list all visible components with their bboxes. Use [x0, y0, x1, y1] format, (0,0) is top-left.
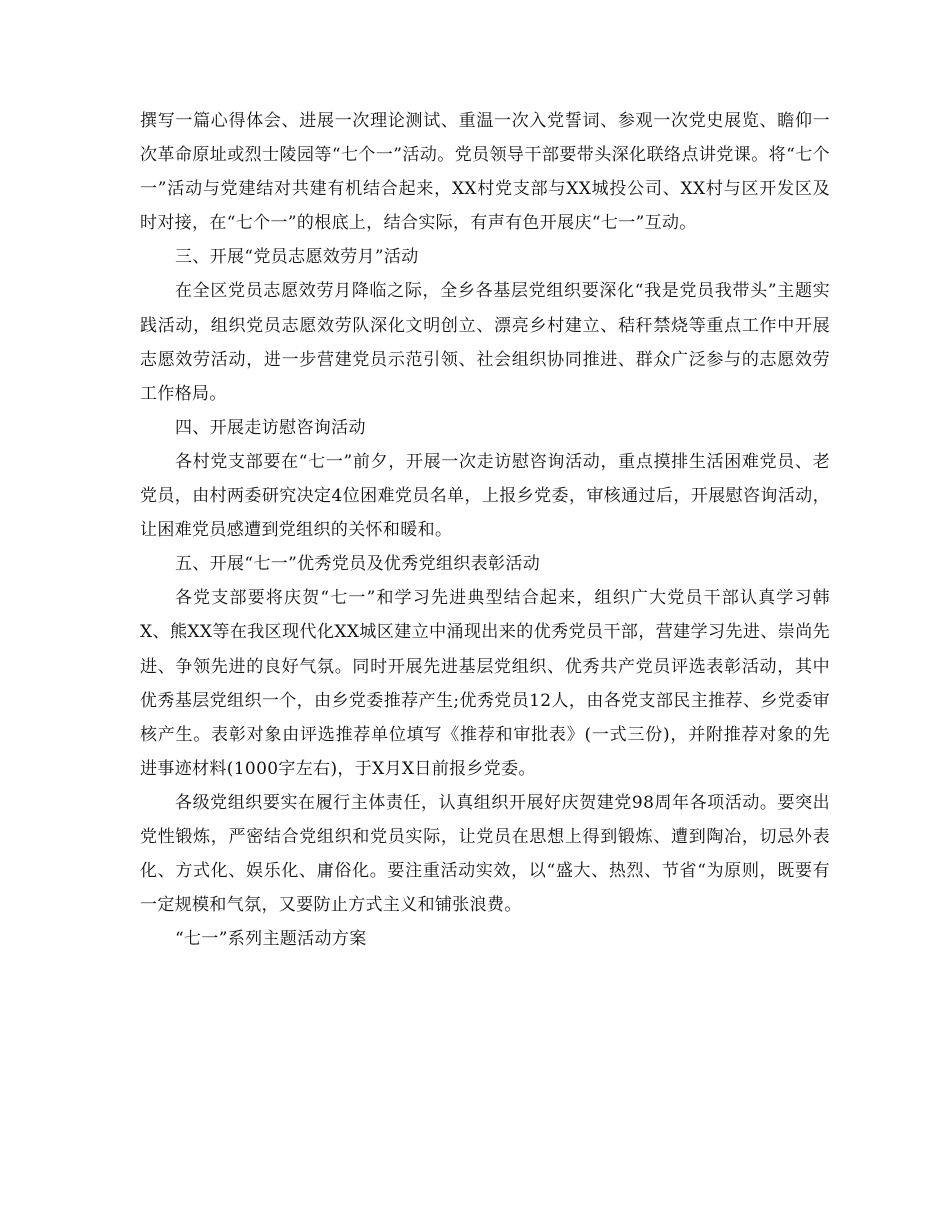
section-heading-visits: 四、开展走访慰咨询活动 — [175, 417, 366, 438]
paragraph-continued-activities: 撰写一篇心得体会、进展一次理论测试、重温一次入党誓词、参观一次党史展览、瞻仰一次革命原址或烈士陵园等“七个一”活动。党员领导干部要带头深化联络点讲党课。将“七个一”活动与党建结对共建有机结合起来，XX村党支部与XX城投公司、XX村与区开发区及时对接，在“七个一”的根底上，结合实际，有声有色开展庆“七一”互动。 — [140, 111, 830, 234]
paragraph-responsibilities: 各级党组织要实在履行主体责任，认真组织开展好庆贺建党98周年各项活动。要突出党性锻炼，严密结合党组织和党员实际，让党员在思想上得到锻炼、遭到陶冶，切忌外表化、方式化、娱乐化、庸俗化。要注重活动实效，以“盛大、热烈、节省“为原则，既要有一定规模和气氛，又要防止方式主义和铺张浪费。 — [140, 792, 830, 916]
document-closing-title: “七一”系列主题活动方案 — [175, 929, 367, 950]
paragraph-awards: 各党支部要将庆贺“七一”和学习先进典型结合起来，组织广大党员干部认真学习韩X、熊XX等在我区现代化XX城区建立中涌现出来的优秀党员干部，营建学习先进、崇尚先进、争领先进的良好气氛。同时开展先进基层党组织、优秀共产党员评选表彰活动，其中优秀基层党组织一个，由乡党委推荐产生;优秀党员12人，由各党支部民主推荐、乡党委审核产生。表彰对象由评选推荐单位填写《推荐和审批表》(一式三份)，并附推荐对象的先进事迹材料(1000字左右)，于X月X日前报乡党委。 — [140, 588, 830, 779]
section-heading-volunteer-month: 三、开展“党员志愿效劳月”活动 — [175, 247, 419, 268]
document-body — [140, 104, 830, 956]
paragraph-volunteer-month: 在全区党员志愿效劳月降临之际，全乡各基层党组织要深化“我是党员我带头”主题实践活动，组织党员志愿效劳队深化文明创立、漂亮乡村建立、秸秆禁烧等重点工作中开展志愿效劳活动，进一步营建党员示范引领、社会组织协同推进、群众广泛参与的志愿效劳工作格局。 — [140, 281, 830, 404]
section-heading-awards: 五、开展“七一”优秀党员及优秀党组织表彰活动 — [175, 554, 541, 575]
paragraph-visits: 各村党支部要在“七一”前夕，开展一次走访慰咨询活动，重点摸排生活困难党员、老党员，由村两委研究决定4位困难党员名单，上报乡党委，审核通过后，开展慰咨询活动，让困难党员感遭到党组织的关怀和暖和。 — [140, 451, 830, 541]
